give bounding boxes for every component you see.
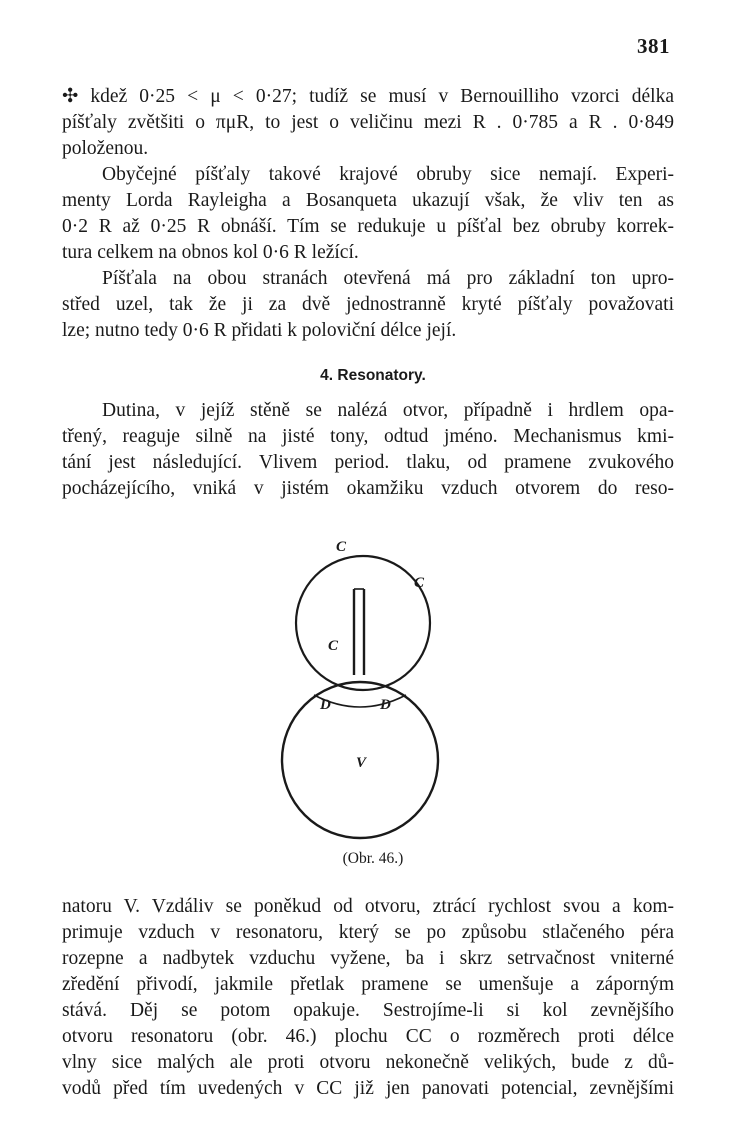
label-d-left: D: [320, 697, 331, 713]
text-line: zředění přivodí, jakmile přetlak pramene se umenšuje a záporným: [62, 974, 674, 995]
text-line: lze; nutno tedy 0·6 R přidati k poloviční délce její.: [62, 320, 457, 341]
text-line: rozepne a nadbytek vzduchu vyžene, ba i skrz setrvačnost vniterné: [62, 948, 674, 969]
text-line: tura celkem na obnos kol 0·6 R ležící.: [62, 242, 359, 263]
text-line: natoru V. Vzdáliv se poněkud od otvoru, ztrácí rychlost svou a kom-: [62, 896, 674, 917]
page-number: 381: [637, 34, 670, 58]
text-line: stává. Děj se potom opakuje. Sestrojíme-li si kol zevnějšího: [62, 1000, 674, 1021]
label-c-right: C: [414, 575, 425, 591]
paragraph-5: [62, 894, 674, 1102]
label-c-left: C: [328, 638, 339, 654]
label-v: V: [356, 755, 367, 771]
resonator-figure: [270, 525, 470, 845]
text-line: Dutina, v jejíž stěně se nalézá otvor, případně i hrdlem opa-: [102, 400, 674, 421]
text-line: 0·2 R až 0·25 R obnáší. Tím se redukuje u píšťal bez obruby korrek-: [62, 216, 674, 237]
text-line: Obyčejné píšťaly takové krajové obruby sice nemají. Experi-: [102, 164, 674, 185]
text-line: vodů před tím uvedených v CC již jen panovati potencial, zevnějšími: [62, 1078, 674, 1099]
paragraph-4: [62, 398, 674, 502]
text-line: píšťaly zvětšiti o πμR, to jest o veličinu mezi R . 0·785 a R . 0·849: [62, 112, 674, 133]
label-d-right: D: [380, 697, 391, 713]
label-c-top: C: [336, 539, 347, 555]
text-line: třený, reaguje silně na jisté tony, odtud jméno. Mechanismus kmi-: [62, 426, 674, 447]
paragraph-2: [62, 162, 674, 266]
paragraph-3: [62, 266, 674, 344]
figure-caption: (Obr. 46.): [342, 850, 404, 867]
text-line: položenou.: [62, 138, 149, 159]
text-line: otvoru resonatoru (obr. 46.) plochu CC o rozměrech proti délce: [62, 1026, 674, 1047]
text-line: ✣ kdež 0·25 < μ < 0·27; tudíž se musí v Bernouilliho vzorci délka: [62, 86, 674, 107]
text-line: střed uzel, tak že ji za dvě jednostranně kryté píšťaly považovati: [62, 294, 674, 315]
paragraph-1: [62, 84, 674, 162]
text-line: vlny sice malých ale proti otvoru nekonečně velikých, bude z dů-: [62, 1052, 674, 1073]
text-line: tání jest následující. Vlivem period. tlaku, od pramene zvukového: [62, 452, 674, 473]
text-line: pocházejícího, vniká v jistém okamžiku vzduch otvorem do reso-: [62, 478, 674, 499]
text-line: menty Lorda Rayleigha a Bosanqueta ukazují však, že vliv ten as: [62, 190, 674, 211]
resonator-diagram: [270, 525, 470, 845]
text-line: Píšťala na obou stranách otevřená má pro základní ton upro-: [102, 268, 674, 289]
section-heading: 4. Resonatory.: [320, 367, 426, 384]
text-line: primuje vzduch v resonatoru, který se po způsobu stlačeného péra: [62, 922, 674, 943]
